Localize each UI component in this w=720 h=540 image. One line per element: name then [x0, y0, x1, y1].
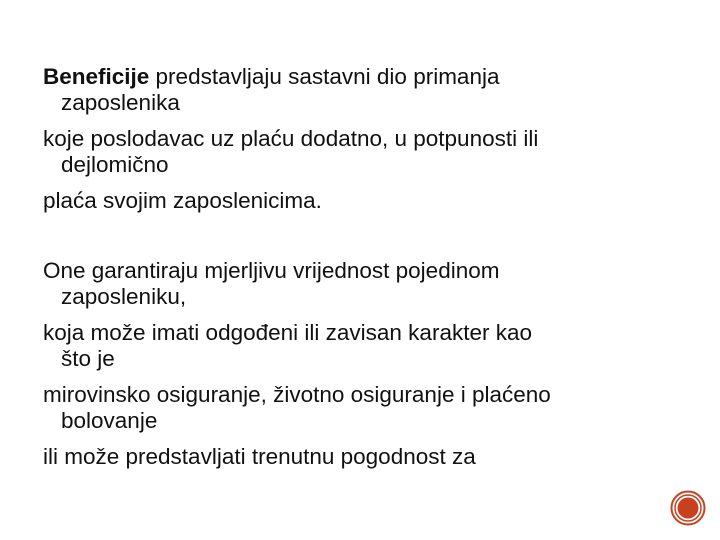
circle-target-icon[interactable]: [670, 490, 706, 526]
paragraph-6-line2: bolovanje: [61, 408, 158, 433]
paragraph-7: [43, 444, 703, 470]
paragraph-2: [43, 126, 703, 178]
circle-target-icon-svg: [670, 490, 706, 526]
paragraph-3: [43, 188, 703, 214]
paragraph-1-line1: predstavljaju sastavni dio primanja: [149, 64, 500, 89]
term-beneficije: Beneficije: [43, 64, 150, 89]
paragraph-4-line1: One garantiraju mjerljivu vrijednost pojedinom: [43, 258, 500, 283]
paragraph-2-line2: dejlomično: [61, 152, 169, 177]
paragraph-5: [43, 320, 703, 372]
paragraph-5-line1: koja može imati odgođeni ili zavisan karakter kao: [43, 320, 532, 345]
paragraph-6-line1: mirovinsko osiguranje, životno osiguranje i plaćeno: [43, 382, 551, 407]
paragraph-3-line1: plaća svojim zaposlenicima.: [43, 188, 322, 213]
slide-body: [43, 64, 703, 470]
paragraph-2-line1: koje poslodavac uz plaću dodatno, u potpunosti ili: [43, 126, 539, 151]
paragraph-5-line2: što je: [61, 346, 115, 371]
paragraph-6: [43, 382, 703, 434]
paragraph-1: [43, 64, 703, 116]
paragraph-4-line2: zaposleniku,: [61, 284, 187, 309]
paragraph-1-line2: zaposlenika: [61, 90, 180, 115]
paragraph-7-line1: ili može predstavljati trenutnu pogodnost za: [43, 444, 476, 469]
paragraph-4: [43, 258, 703, 310]
